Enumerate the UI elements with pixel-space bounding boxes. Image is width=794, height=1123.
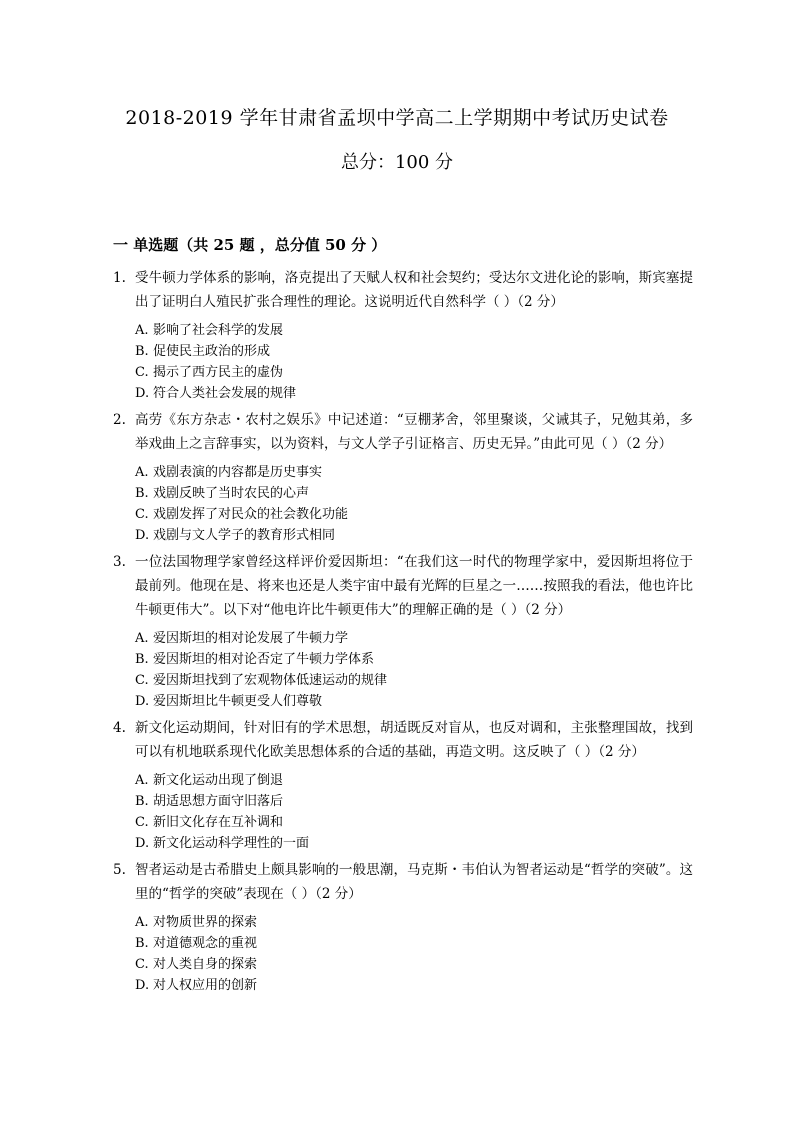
option-b (135, 483, 693, 504)
question-text: 高劳《东方杂志・农村之娱乐》中记述道：“豆棚茅舍，邻里聚谈，父诫其子，兄勉其弟，多举戏曲上之言辞事实，以为资料，与文人学子引证格言、历史无异。”由此可见（ ）（2 分） (135, 412, 693, 452)
question-number: 5. (113, 862, 126, 878)
option-b (135, 649, 693, 670)
option-d (135, 525, 693, 546)
option-a (135, 912, 693, 933)
question-2 (113, 408, 693, 546)
option-text: 爱因斯坦的相对论发展了牛顿力学 (153, 631, 349, 646)
option-letter: C. (135, 815, 149, 830)
option-a (135, 770, 693, 791)
option-text: 对人类自身的探索 (153, 957, 258, 972)
option-letter: A. (135, 323, 149, 338)
option-b (135, 933, 693, 954)
question-4 (113, 716, 693, 854)
option-letter: B. (135, 936, 149, 951)
option-c (135, 670, 693, 691)
option-c (135, 362, 693, 383)
option-d (135, 833, 693, 854)
exam-title: 2018-2019 学年甘肃省孟坝中学高二上学期期中考试历史试卷 (125, 107, 669, 129)
option-letter: B. (135, 486, 149, 501)
question-list (113, 266, 693, 1000)
question-1 (113, 266, 693, 404)
total-score: 总分：100 分 (340, 152, 454, 173)
option-text: 对道德观念的重视 (153, 936, 258, 951)
option-text: 揭示了西方民主的虚伪 (153, 365, 284, 380)
option-d (135, 383, 693, 404)
option-letter: A. (135, 465, 149, 480)
option-text: 爱因斯坦找到了宏观物体低速运动的规律 (153, 673, 388, 688)
option-letter: D. (135, 836, 150, 851)
option-text: 新文化运动科学理性的一面 (153, 836, 310, 851)
option-text: 胡适思想方面守旧落后 (153, 794, 284, 809)
option-c (135, 504, 693, 525)
option-text: 爱因斯坦比牛顿更受人们尊敬 (153, 694, 323, 709)
question-number: 4. (113, 720, 126, 736)
option-list (135, 770, 693, 854)
option-text: 戏剧反映了当时农民的心声 (153, 486, 310, 501)
question-text: 受牛顿力学体系的影响，洛克提出了天赋人权和社会契约；受达尔文进化论的影响，斯宾塞提出了证明白人殖民扩张合理性的理论。这说明近代自然科学（ ）（2 分） (135, 270, 693, 310)
question-text: 智者运动是古希腊史上颇具影响的一般思潮，马克斯・韦伯认为智者运动是“哲学的突破”。这里的“哲学的突破”表现在（ ）（2 分） (135, 862, 693, 902)
option-text: 促使民主政治的形成 (153, 344, 271, 359)
question-3 (113, 550, 693, 712)
option-text: 戏剧表演的内容都是历史事实 (153, 465, 323, 480)
option-letter: A. (135, 915, 149, 930)
option-letter: C. (135, 365, 149, 380)
question-number: 3. (113, 554, 126, 570)
option-text: 对物质世界的探索 (153, 915, 258, 930)
option-text: 新旧文化存在互补调和 (153, 815, 284, 830)
option-letter: B. (135, 794, 149, 809)
option-d (135, 975, 693, 996)
option-letter: A. (135, 631, 149, 646)
option-letter: C. (135, 507, 149, 522)
option-list (135, 320, 693, 404)
option-list (135, 462, 693, 546)
option-a (135, 462, 693, 483)
option-text: 符合人类社会发展的规律 (153, 386, 297, 401)
question-number: 1. (113, 270, 126, 286)
option-text: 爱因斯坦的相对论否定了牛顿力学体系 (153, 652, 375, 667)
option-c (135, 954, 693, 975)
option-letter: B. (135, 652, 149, 667)
option-letter: C. (135, 673, 149, 688)
option-b (135, 341, 693, 362)
option-text: 影响了社会科学的发展 (153, 323, 284, 338)
option-list (135, 912, 693, 996)
question-5 (113, 858, 693, 996)
option-text: 新文化运动出现了倒退 (153, 773, 284, 788)
question-number: 2. (113, 412, 126, 428)
option-letter: B. (135, 344, 149, 359)
option-letter: D. (135, 978, 150, 993)
question-text: 新文化运动期间，针对旧有的学术思想，胡适既反对盲从，也反对调和，主张整理国故，找到可以有机地联系现代化欧美思想体系的合适的基础，再造文明。这反映了（ ）（2 分） (135, 720, 693, 760)
option-text: 戏剧与文人学子的教育形式相同 (153, 528, 336, 543)
option-text: 对人权应用的创新 (153, 978, 258, 993)
section-heading: 一 单选题（共 25 题 ，总分值 50 分 ） (113, 236, 387, 254)
question-text: 一位法国物理学家曾经这样评价爱因斯坦：“在我们这一时代的物理学家中，爱因斯坦将位于最前列。他现在是、将来也还是人类宇宙中最有光辉的巨星之一……按照我的看法，他也许比牛顿更伟大”。以下对“他电许比牛顿更伟大”的理解正确的是（ ）（2 分） (135, 554, 693, 618)
option-letter: D. (135, 528, 150, 543)
option-b (135, 791, 693, 812)
option-text: 戏剧发挥了对民众的社会教化功能 (153, 507, 349, 522)
option-d (135, 691, 693, 712)
option-letter: D. (135, 386, 150, 401)
option-a (135, 320, 693, 341)
option-c (135, 812, 693, 833)
option-letter: A. (135, 773, 149, 788)
option-a (135, 628, 693, 649)
option-list (135, 628, 693, 712)
option-letter: C. (135, 957, 149, 972)
option-letter: D. (135, 694, 150, 709)
